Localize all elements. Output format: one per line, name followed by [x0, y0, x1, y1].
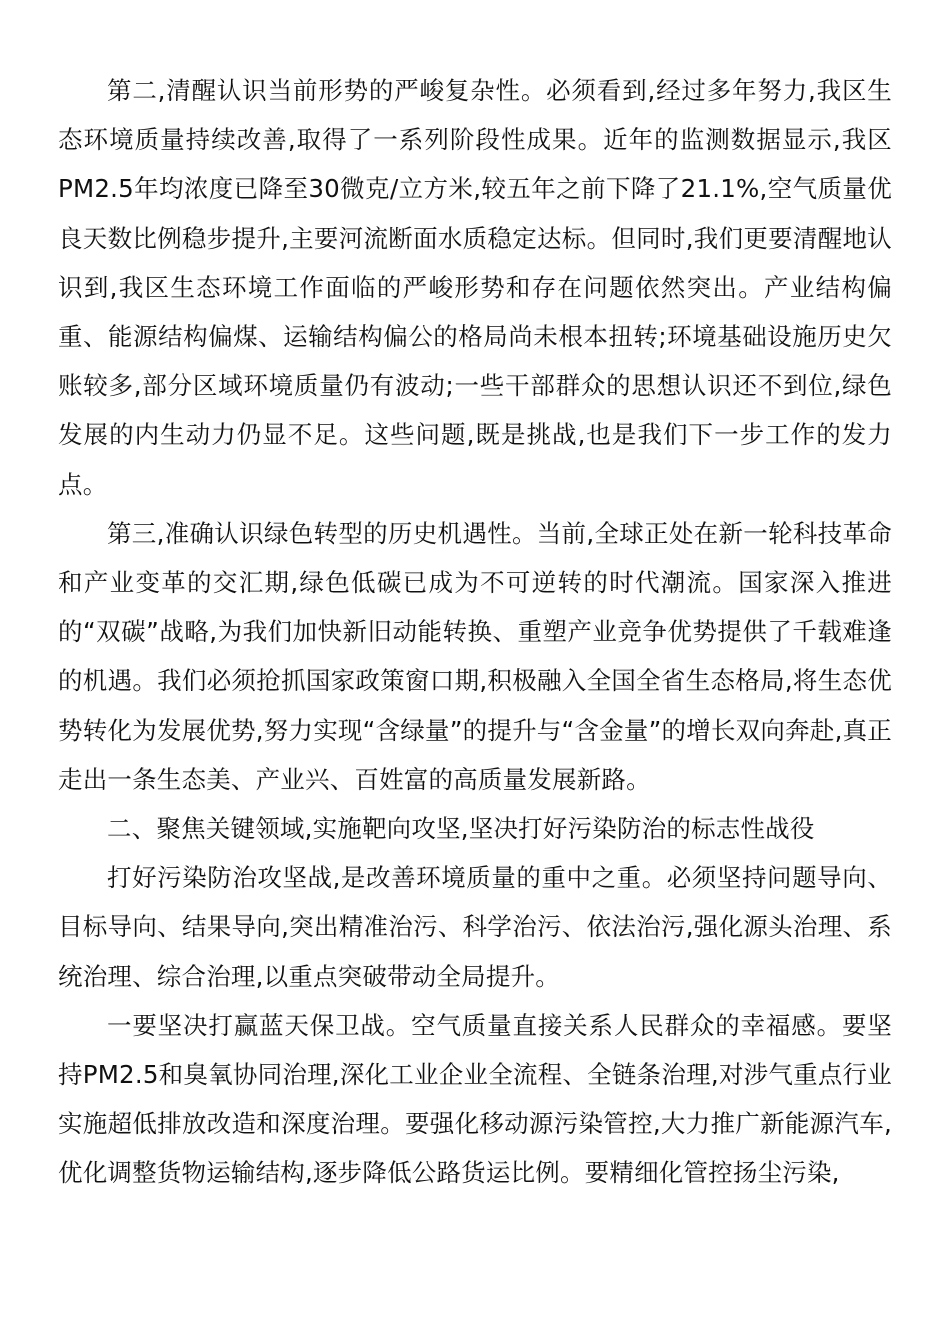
section-heading-pollution-control: 二、聚焦关键领域,实施靶向攻坚,坚决打好污染防治的标志性战役: [107, 814, 815, 844]
document-page: [58, 66, 892, 1198]
paragraph-green-transition: 第三,准确认识绿色转型的历史机遇性。当前,全球正处在新一轮科技革命和产业变革的交汇期,绿色低碳已成为不可逆转的时代潮流。国家深入推进的“双碳”战略,为我们加快新旧动能转换、重塑产业竞争优势提供了千载难逢的机遇。我们必须抢抓国家政策窗口期,积极融入全国全省生态格局,将生态优势转化为发展优势,努力实现“含绿量”的提升与“含金量”的增长双向奔赴,真正走出一条生态美、产业兴、百姓富的高质量发展新路。: [58, 518, 892, 794]
paragraph-blue-sky-defense: 一要坚决打赢蓝天保卫战。空气质量直接关系人民群众的幸福感。要坚持PM2.5和臭氧协同治理,深化工业企业全流程、全链条治理,对涉气重点行业实施超低排放改造和深度治理。要强化移动源污染管控,大力推广新能源汽车,优化调整货物运输结构,逐步降低公路货运比例。要精细化管控扬尘污染,: [58, 1010, 892, 1188]
paragraph-current-situation: 第二,清醒认识当前形势的严峻复杂性。必须看到,经过多年努力,我区生态环境质量持续改善,取得了一系列阶段性成果。近年的监测数据显示,我区PM2.5年均浓度已降至30微克/立方米,较五年之前下降了21.1%,空气质量优良天数比例稳步提升,主要河流断面水质稳定达标。但同时,我们更要清醒地认识到,我区生态环境工作面临的严峻形势和存在问题依然突出。产业结构偏重、能源结构偏煤、运输结构偏公的格局尚未根本扭转;环境基础设施历史欠账较多,部分区域环境质量仍有波动;一些干部群众的思想认识还不到位,绿色发展的内生动力仍显不足。这些问题,既是挑战,也是我们下一步工作的发力点。: [58, 76, 892, 499]
paragraph-pollution-control-intro: 打好污染防治攻坚战,是改善环境质量的重中之重。必须坚持问题导向、目标导向、结果导向,突出精准治污、科学治污、依法治污,强化源头治理、系统治理、综合治理,以重点突破带动全局提升。: [58, 863, 892, 991]
